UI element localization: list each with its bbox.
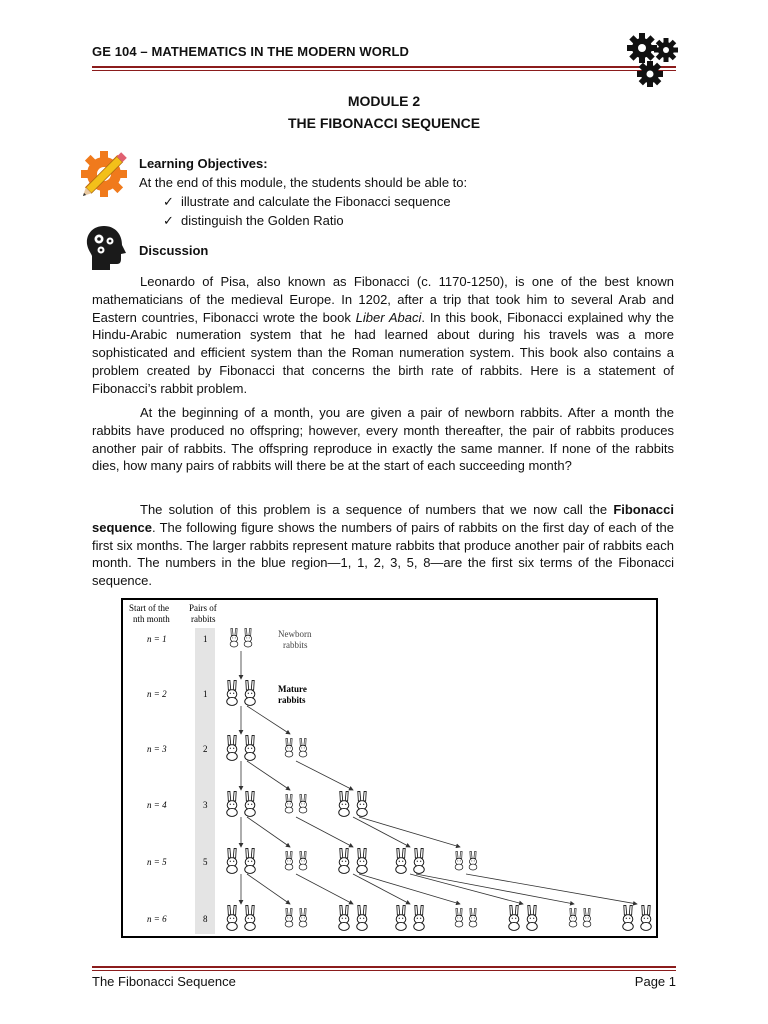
pairs-column-bg [195,628,215,934]
fibonacci-rabbit-figure [121,598,658,938]
generation-arrow [247,817,290,847]
mature-rabbit-pair-icon [227,905,256,930]
module-number: MODULE 2 [347,93,421,109]
footer-title: The Fibonacci Sequence [92,974,236,989]
mature-rabbit-pair-icon [339,848,368,873]
row-pairs-count: 1 [203,689,208,699]
mature-rabbit-pair-icon [623,905,652,930]
paragraph-2: At the beginning of a month, you are given a pair of newborn rabbits. After a month the rabbits have produced no offspring; however, every month thereafter, the pair of rabbits produces another pair of rabbits. The offspring reproduce in exactly the same manner. If none of the rabbits dies, how many pairs of rabbits will there be at the start of each succeeding month? [92,405,674,474]
mature-rabbit-pair-icon [509,905,538,930]
objective-item: ✓ illustrate and calculate the Fibonacci sequence [163,194,451,209]
gears-icon [626,30,682,92]
rabbit-diagram [123,600,656,936]
row-pairs-count: 2 [203,744,208,754]
mature-rabbit-pair-icon [227,791,256,816]
footer-rule [92,966,676,968]
footer-rule-thin [92,970,676,971]
course-title: GE 104 – MATHEMATICS IN THE MODERN WORLD [92,44,409,59]
objective-item: ✓ distinguish the Golden Ratio [163,213,344,228]
header-rule-thin [92,70,676,71]
generation-arrow [247,761,290,790]
head-gears-icon [84,224,130,272]
row-pairs-count: 5 [203,857,208,867]
gear-pencil-icon [76,142,138,202]
row-n-label: n = 2 [147,689,167,699]
newborn-label-line1: Newborn [278,629,312,639]
page-number: Page 1 [634,974,676,989]
newborn-rabbit-pair-icon [455,851,477,870]
discussion-label: Discussion [139,243,209,258]
generation-arrow [359,817,460,847]
newborn-label-line2: rabbits [283,640,308,650]
row-n-label: n = 1 [147,634,167,644]
generation-arrow [296,817,353,847]
generation-arrow [359,874,460,904]
mature-rabbit-pair-icon [227,680,256,705]
row-pairs-count: 8 [203,914,208,924]
row-n-label: n = 3 [147,744,167,754]
row-pairs-count: 3 [203,800,208,810]
row-n-label: n = 6 [147,914,167,924]
generation-arrow [410,874,523,904]
paragraph-3: The solution of this problem is a sequence of numbers that we now call the Fibonacci sequence. The following figure shows the numbers of pairs of rabbits on the first day of each of the first six months. The larger rabbits represent mature rabbits that produce another pair of rabbits each month. The numbers in the blue region—1, 1, 2, 3, 5, 8—are the first six terms of the Fibonacci sequence. [92,502,674,589]
col2-header-line2: rabbits [191,614,216,624]
paragraph-1: Leonardo of Pisa, also known as Fibonacci (c. 1170-1250), is one of the best known mathematicians of the medieval Europe. In 1202, after a trip that took him to several Arab and Eastern countries, Fibonacci wrote the book Liber Abaci. In this book, Fibonacci explained why the Hindu-Arabic numeration system that he had learned about during his travels was a more sophisticated and efficient system than the Roman numeration system. This book also contains a problem created by Fibonacci that concerns the birth rate of rabbits. Here is a statement of Fibonacci’s rabbit problem. [92,274,674,396]
module-name: THE FIBONACCI SEQUENCE [287,115,481,131]
generation-arrow [353,874,410,904]
mature-label-line2: rabbits [278,695,306,705]
mature-rabbit-pair-icon [339,791,368,816]
newborn-rabbit-pair-icon [230,628,252,647]
mature-rabbit-pair-icon [227,735,256,760]
generation-arrow [296,874,353,904]
mature-rabbit-pair-icon [227,848,256,873]
generation-arrow [296,761,353,790]
mature-label-line1: Mature [278,684,307,694]
learning-objectives [139,154,467,230]
newborn-rabbit-pair-icon [569,908,591,927]
col1-header-line1: Start of the [129,603,169,613]
mature-rabbit-pair-icon [396,848,425,873]
generation-arrow [247,874,290,904]
row-pairs-count: 1 [203,634,208,644]
check-icon: ✓ [163,213,174,228]
generation-arrow [247,706,290,734]
learning-objectives-label: Learning Objectives: [139,156,268,171]
newborn-rabbit-pair-icon [285,738,307,757]
mature-rabbit-pair-icon [339,905,368,930]
header-rule [92,66,676,68]
generation-arrow [353,817,410,847]
mature-rabbit-pair-icon [396,905,425,930]
newborn-rabbit-pair-icon [285,794,307,813]
col1-header-line2: nth month [133,614,170,624]
learning-objectives-intro: At the end of this module, the students should be able to: [139,175,468,190]
newborn-rabbit-pair-icon [455,908,477,927]
row-n-label: n = 5 [147,857,167,867]
col2-header-line1: Pairs of [189,603,217,613]
check-icon: ✓ [163,194,174,209]
newborn-rabbit-pair-icon [285,851,307,870]
module-title [0,90,768,134]
newborn-rabbit-pair-icon [285,908,307,927]
row-n-label: n = 4 [147,800,167,810]
